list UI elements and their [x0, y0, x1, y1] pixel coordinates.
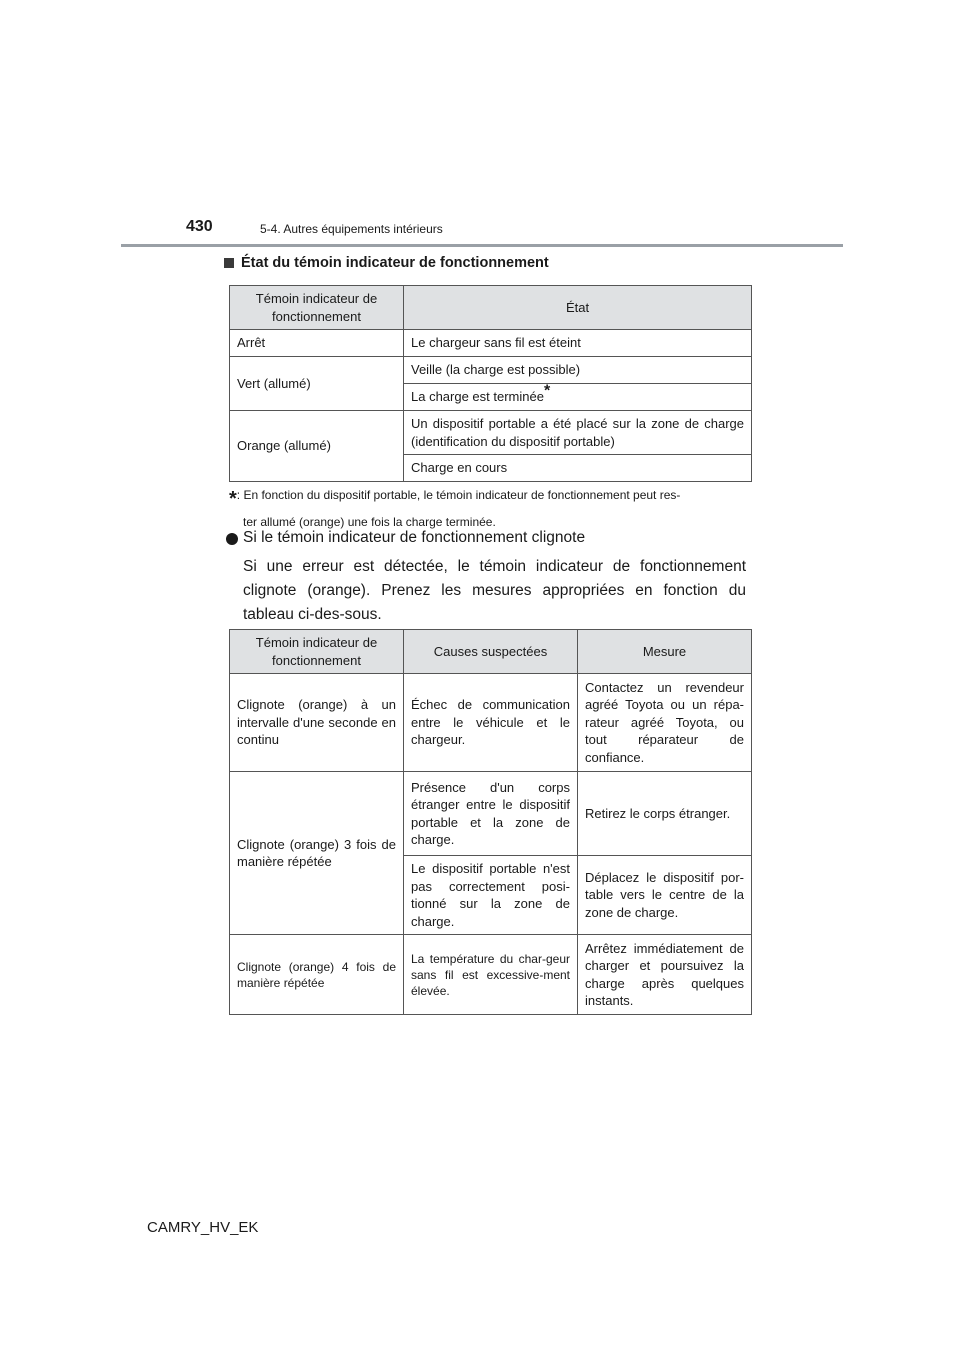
indicator-state-table — [229, 285, 752, 482]
footnote-text: : En fonction du dispositif portable, le témoin indicateur de fonctionnement peut res- — [236, 488, 681, 502]
page-number: 430 — [186, 218, 213, 235]
cause-cell: Le dispositif portable n'est pas correctement posi-tionné sur la zone de charge. — [404, 856, 578, 935]
table-row — [230, 674, 752, 772]
indicator-off: Arrêt — [230, 330, 404, 357]
footer-code: CAMRY_HV_EK — [147, 1219, 259, 1236]
state-off: Le chargeur sans fil est éteint — [404, 330, 752, 357]
table2-header-indicator: Témoin indicateur de fonctionnement — [230, 630, 404, 674]
circle-bullet-icon — [226, 533, 238, 545]
table-row — [230, 411, 752, 455]
action-cell: Contactez un revendeur agréé Toyota ou un répa-rateur agréé Toyota, ou tout réparateur de confiance. — [578, 674, 752, 772]
action-cell: Retirez le corps étranger. — [578, 772, 752, 856]
bullet-body: Si une erreur est détectée, le témoin indicateur de fonctionnement clignote (orange). Prenez les mesures appropriées en fonction du tableau ci-des-sous. — [243, 558, 746, 624]
footnote-text-continued: ter allumé (orange) une fois la charge terminée. — [243, 515, 496, 529]
footnote — [229, 485, 749, 531]
table-row — [230, 935, 752, 1015]
state-orange-charging: Charge en cours — [404, 455, 752, 482]
action-cell: Déplacez le dispositif por-table vers le centre de la zone de charge. — [578, 856, 752, 935]
indicator-cell: Clignote (orange) à un intervalle d'une seconde en continu — [230, 674, 404, 772]
table-row — [230, 772, 752, 856]
section-title: 5-4. Autres équipements intérieurs — [260, 222, 443, 236]
indicator-cell: Clignote (orange) 3 fois de manière répétée — [230, 772, 404, 935]
indicator-green: Vert (allumé) — [230, 357, 404, 411]
footnote-mark: * — [229, 488, 237, 510]
state-green-complete-text: La charge est terminée — [411, 389, 544, 405]
subheading — [224, 255, 549, 271]
table1-header-state: État — [404, 286, 752, 330]
table2-header-action: Mesure — [578, 630, 752, 674]
table-row — [230, 357, 752, 384]
bullet-title: Si le témoin indicateur de fonctionnement clignote — [243, 529, 586, 546]
table1-header-indicator: Témoin indicateur de fonctionnement — [230, 286, 404, 330]
square-bullet-icon — [224, 258, 234, 268]
state-orange-identification: Un dispositif portable a été placé sur la zone de charge (identification du dispositif portable) — [404, 411, 752, 455]
indicator-orange: Orange (allumé) — [230, 411, 404, 482]
asterisk-mark: * — [543, 382, 551, 400]
subheading-text: État du témoin indicateur de fonctionnement — [241, 255, 549, 271]
state-green-standby: Veille (la charge est possible) — [404, 357, 752, 384]
cause-cell: Échec de communication entre le véhicule et le chargeur. — [404, 674, 578, 772]
table2-header-causes: Causes suspectées — [404, 630, 578, 674]
state-green-complete — [404, 384, 752, 411]
table-row — [230, 330, 752, 357]
troubleshooting-table — [229, 629, 752, 1015]
header-divider — [121, 244, 843, 247]
cause-cell: Présence d'un corps étranger entre le dispositif portable et la zone de charge. — [404, 772, 578, 856]
cause-cell: La température du char-geur sans fil est excessive-ment élevée. — [404, 935, 578, 1015]
indicator-cell: Clignote (orange) 4 fois de manière répétée — [230, 935, 404, 1015]
action-cell: Arrêtez immédiatement de charger et poursuivez la charge après quelques instants. — [578, 935, 752, 1015]
